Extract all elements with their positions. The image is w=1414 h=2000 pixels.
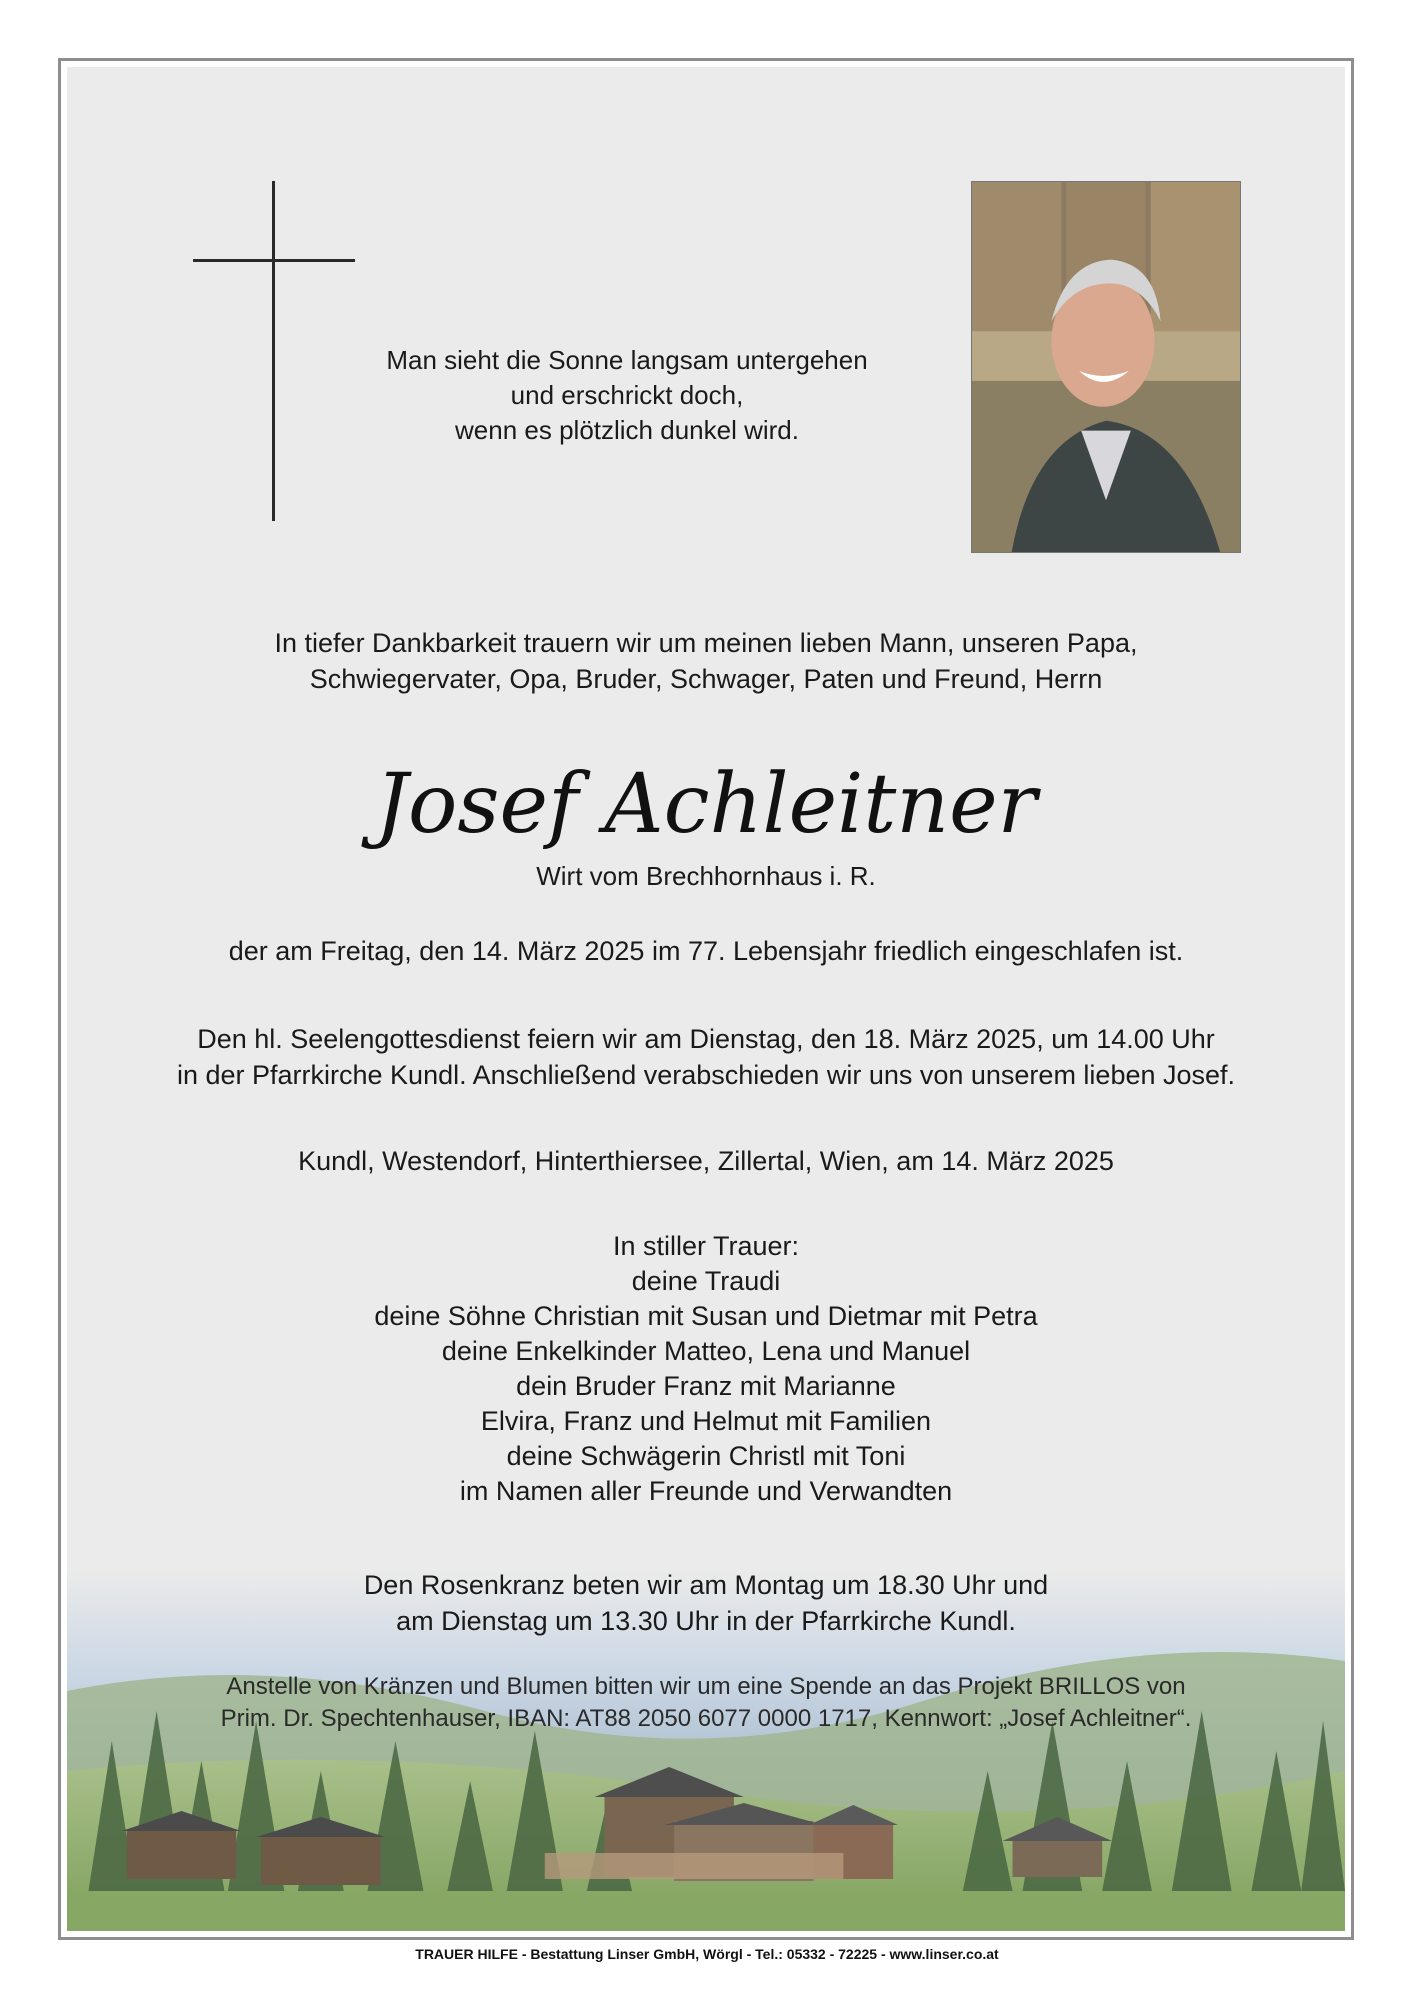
rosary-line: Den Rosenkranz beten wir am Montag um 18.30 Uhr und <box>363 1570 1049 1600</box>
donation-line: Prim. Dr. Spechtenhauser, IBAN: AT88 2050 6077 0000 1717, Kennwort: „Josef Achleitner“. <box>220 1705 1192 1732</box>
poem <box>317 343 937 448</box>
obituary-panel <box>67 67 1345 1931</box>
deceased-title: Wirt vom Brechhornhaus i. R. <box>536 861 876 891</box>
intro-text <box>67 625 1345 697</box>
mourners-heading: In stiller Trauer: <box>612 1231 800 1261</box>
mourner-line: Elvira, Franz und Helmut mit Familien <box>480 1406 932 1436</box>
mourner-line: deine Söhne Christian mit Susan und Dietmar mit Petra <box>374 1301 1038 1331</box>
poem-line: Man sieht die Sonne langsam untergehen <box>386 345 868 375</box>
rosary-info <box>67 1567 1345 1639</box>
mass-info <box>67 1021 1345 1093</box>
poem-line: wenn es plötzlich dunkel wird. <box>455 415 799 445</box>
mourner-line: deine Traudi <box>631 1266 781 1296</box>
intro-line: In tiefer Dankbarkeit trauern wir um meinen lieben Mann, unseren Papa, <box>274 628 1138 658</box>
donation-info <box>67 1671 1345 1735</box>
rosary-line: am Dienstag um 13.30 Uhr in der Pfarrkirche Kundl. <box>396 1606 1016 1636</box>
mass-line: in der Pfarrkirche Kundl. Anschließend verabschieden wir uns von unserem lieben Josef. <box>176 1060 1236 1090</box>
death-notice: der am Freitag, den 14. März 2025 im 77. Lebensjahr friedlich eingeschlafen ist. <box>228 936 1184 966</box>
mass-line: Den hl. Seelengottesdienst feiern wir am Dienstag, den 18. März 2025, um 14.00 Uhr <box>197 1024 1215 1054</box>
portrait-photo <box>971 181 1241 553</box>
mourner-line: deine Schwägerin Christl mit Toni <box>506 1441 906 1471</box>
obituary-frame <box>58 58 1354 1940</box>
mourner-line: dein Bruder Franz mit Marianne <box>516 1371 896 1401</box>
deceased-name: Josef Achleitner <box>375 757 1037 852</box>
mourner-line: deine Enkelkinder Matteo, Lena und Manuel <box>441 1336 971 1366</box>
mourners-list <box>67 1229 1345 1509</box>
place-date: Kundl, Westendorf, Hinterthiersee, Zillertal, Wien, am 14. März 2025 <box>298 1146 1114 1176</box>
donation-line: Anstelle von Kränzen und Blumen bitten wir um eine Spende an das Projekt BRILLOS von <box>226 1673 1186 1700</box>
footer-imprint: TRAUER HILFE - Bestattung Linser GmbH, Wörgl - Tel.: 05332 - 72225 - www.linser.co.at <box>415 1946 999 1962</box>
mourner-line: im Namen aller Freunde und Verwandten <box>459 1476 953 1506</box>
intro-line: Schwiegervater, Opa, Bruder, Schwager, Paten und Freund, Herrn <box>309 664 1103 694</box>
poem-line: und erschrickt doch, <box>510 380 744 410</box>
